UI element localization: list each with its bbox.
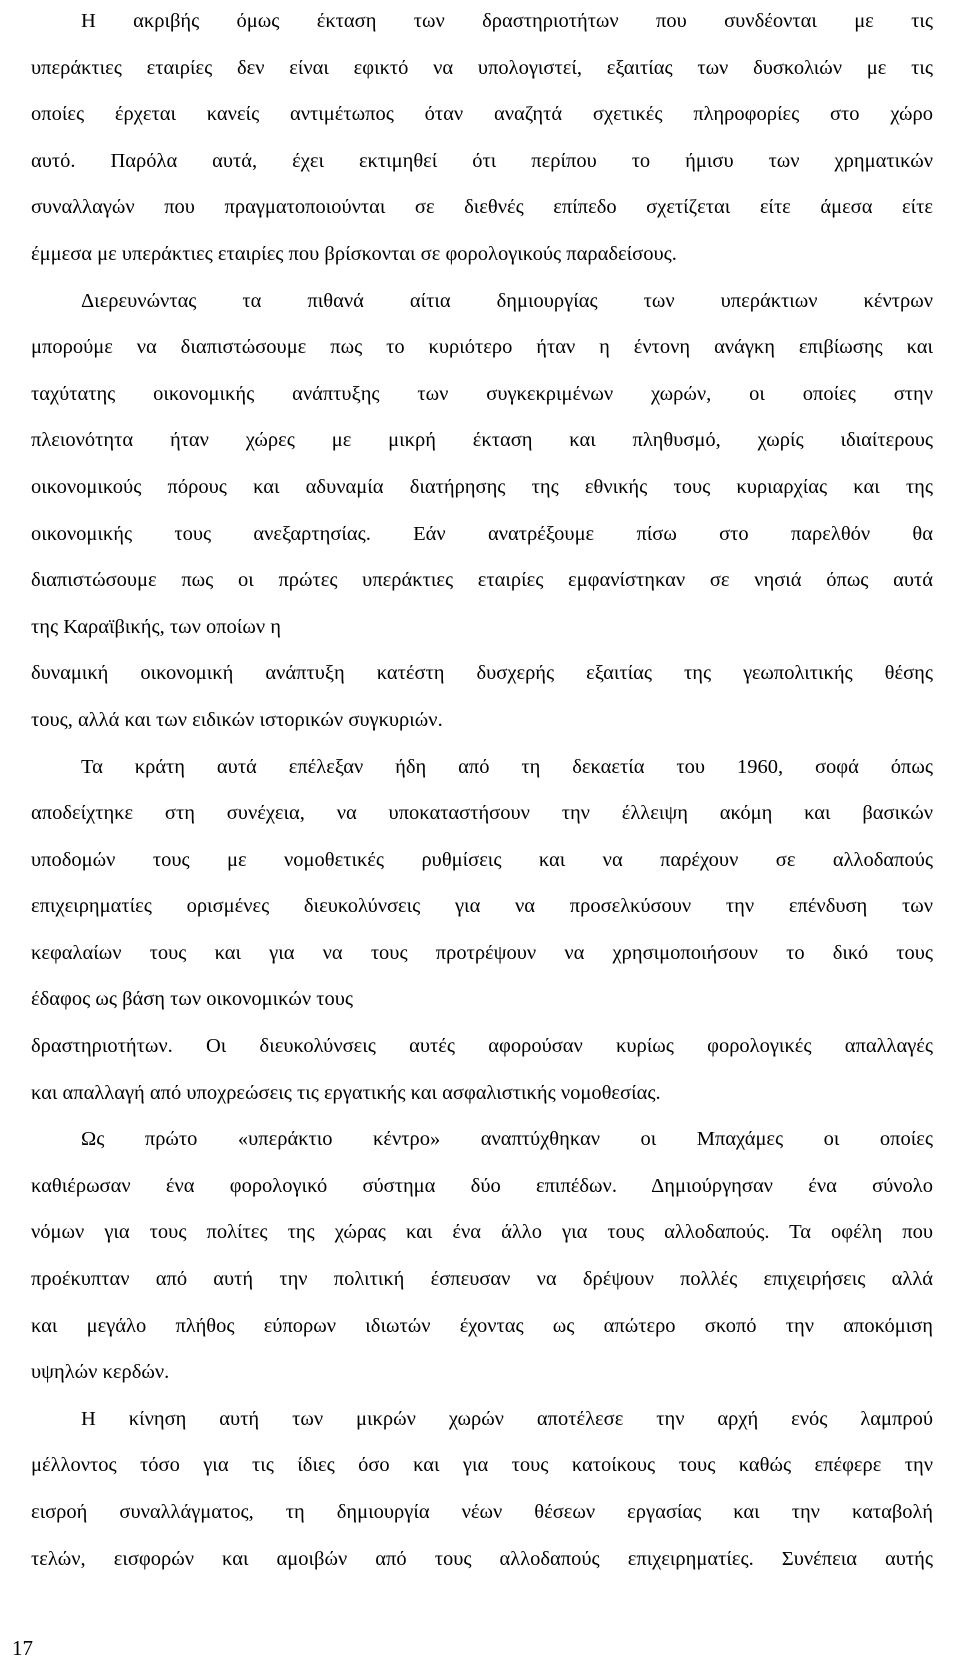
text-line: Ως πρώτο «υπεράκτιο κέντρο» αναπτύχθηκαν οι Μπαχάμες οι οποίες — [81, 1128, 933, 1151]
text-line: υπεράκτιες εταιρίες δεν είναι εφικτό να υπολογιστεί, εξαιτίας των δυσκολιών με τις — [31, 56, 933, 79]
text-line: δραστηριοτήτων. Οι διευκολύνσεις αυτές αφορούσαν κυρίως φορολογικές απαλλαγές — [31, 1035, 933, 1058]
text-line: ταχύτατης οικονομικής ανάπτυξης των συγκεκριμένων χωρών, οι οποίες στην — [31, 382, 933, 405]
text-line: νόμων για τους πολίτες της χώρας και ένα άλλο για τους αλλοδαπούς. Τα οφέλη που — [31, 1221, 933, 1244]
text-line: καθιέρωσαν ένα φορολογικό σύστημα δύο επιπέδων. Δημιούργησαν ένα σύνολο — [31, 1174, 933, 1197]
text-line: έδαφος ως βάση των οικονομικών τους — [31, 988, 353, 1011]
text-line: υποδομών τους με νομοθετικές ρυθμίσεις και να παρέχουν σε αλλοδαπούς — [31, 848, 933, 871]
text-line: προέκυπταν από αυτή την πολιτική έσπευσαν να δρέψουν πολλές επιχειρήσεις αλλά — [31, 1268, 933, 1291]
text-line: μέλλοντος τόσο για τις ίδιες όσο και για τους κατοίκους τους καθώς επέφερε την — [31, 1454, 933, 1477]
text-line: οικονομικής τους ανεξαρτησίας. Εάν ανατρέξουμε πίσω στο παρελθόν θα — [31, 522, 933, 545]
text-line: οικονομικούς πόρους και αδυναμία διατήρησης της εθνικής τους κυριαρχίας και της — [31, 475, 933, 498]
text-line: συναλλαγών που πραγματοποιούνται σε διεθνές επίπεδο σχετίζεται είτε άμεσα είτε — [31, 196, 933, 219]
text-line: κεφαλαίων τους και για να τους προτρέψουν να χρησιμοποιήσουν το δικό τους — [31, 941, 933, 964]
text-line: δυναμική οικονομική ανάπτυξη κατέστη δυσχερής εξαιτίας της γεωπολιτικής θέσης — [31, 662, 933, 685]
text-line: διαπιστώσουμε πως οι πρώτες υπεράκτιες εταιρίες εμφανίστηκαν σε νησιά όπως αυτά — [31, 569, 933, 592]
body-text — [31, 0, 933, 1582]
text-line: της Καραϊβικής, των οποίων η — [31, 615, 281, 638]
text-line: αυτό. Παρόλα αυτά, έχει εκτιμηθεί ότι περίπου το ήμισυ των χρηματικών — [31, 149, 933, 172]
text-line: υψηλών κερδών. — [31, 1361, 170, 1384]
text-line: εισροή συναλλάγματος, τη δημιουργία νέων θέσεων εργασίας και την καταβολή — [31, 1501, 933, 1523]
text-line: πλειονότητα ήταν χώρες με μικρή έκταση και πληθυσμό, χωρίς ιδιαίτερους — [31, 429, 933, 452]
text-line: μπορούμε να διαπιστώσουμε πως το κυριότερο ήταν η έντονη ανάγκη επιβίωσης και — [31, 336, 933, 359]
page-number: 17 — [12, 1636, 33, 1660]
text-line: επιχειρηματίες ορισμένες διευκολύνσεις για να προσελκύσουν την επένδυση των — [31, 895, 933, 918]
text-line: Η κίνηση αυτή των μικρών χωρών αποτέλεσε την αρχή ενός λαμπρού — [81, 1407, 933, 1430]
text-line: και απαλλαγή από υποχρεώσεις τις εργατικής και ασφαλιστικής νομοθεσίας. — [31, 1081, 661, 1104]
text-line: αποδείχτηκε στη συνέχεια, να υποκαταστήσουν την έλλειψη ακόμη και βασικών — [31, 802, 933, 825]
text-line: Διερευνώντας τα πιθανά αίτια δημιουργίας των υπεράκτιων κέντρων — [81, 289, 933, 312]
text-line: Τα κράτη αυτά επέλεξαν ήδη από τη δεκαετία του 1960, σοφά όπως — [81, 755, 933, 778]
text-line: τελών, εισφορών και αμοιβών από τους αλλοδαπούς επιχειρηματίες. Συνέπεια αυτής — [31, 1547, 933, 1570]
text-line: οποίες έρχεται κανείς αντιμέτωπος όταν αναζητά σχετικές πληροφορίες στο χώρο — [31, 103, 933, 126]
text-line: έμμεσα με υπεράκτιες εταιρίες που βρίσκονται σε φορολογικούς παραδείσους. — [31, 242, 677, 265]
text-line: και μεγάλο πλήθος εύπορων ιδιωτών έχοντας ως απώτερο σκοπό την αποκόμιση — [31, 1314, 933, 1337]
text-line: τους, αλλά και των ειδικών ιστορικών συγκυριών. — [31, 708, 443, 731]
text-line: Η ακριβής όμως έκταση των δραστηριοτήτων που συνδέονται με τις — [81, 10, 933, 32]
